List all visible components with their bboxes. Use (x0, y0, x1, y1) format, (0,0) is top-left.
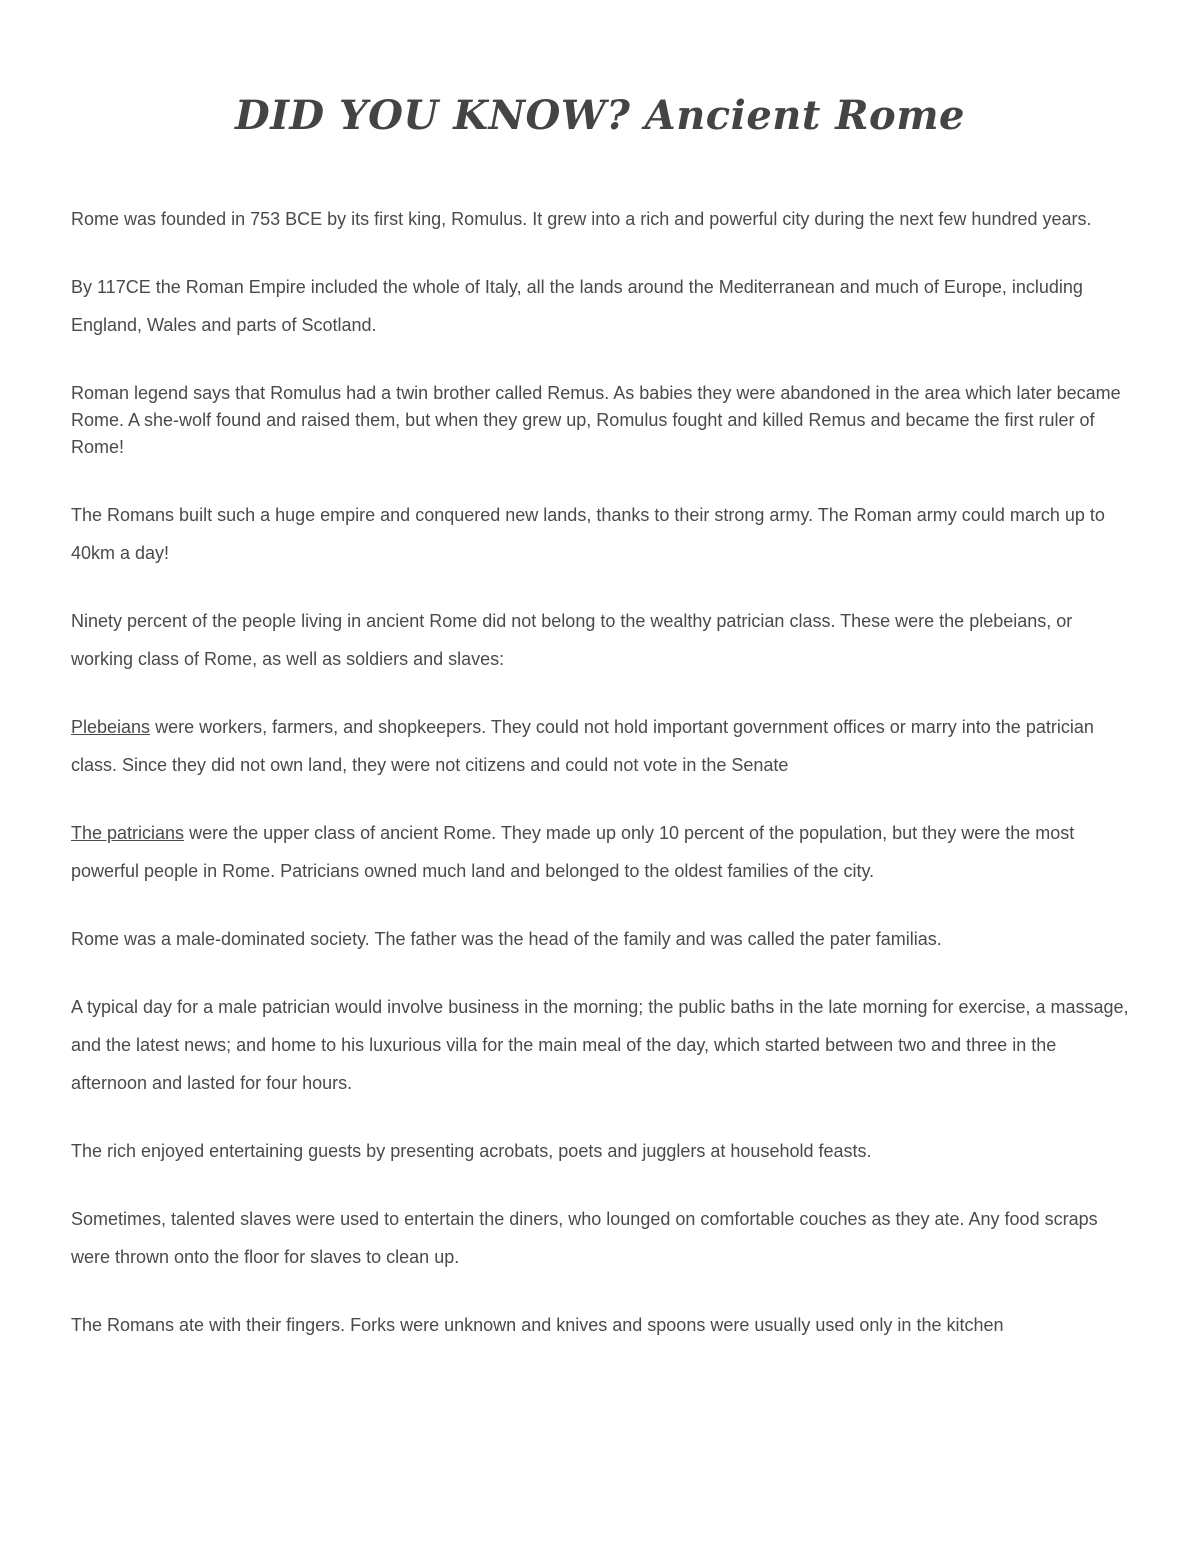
patricians-term: The patricians (71, 823, 185, 843)
page-title: DID YOU KNOW? Ancient Rome (235, 92, 965, 139)
paragraph-founding: Rome was founded in 753 BCE by its first king, Romulus. It grew into a rich and powerful city during the next few hundred years. (71, 209, 1092, 229)
paragraph-slaves-diners: Sometimes, talented slaves were used to entertain the diners, who lounged on comfortable couches as they ate. Any food scraps were thrown onto the floor for slaves to clean up. (71, 1209, 1098, 1267)
paragraph-social-classes: Ninety percent of the people living in ancient Rome did not belong to the wealthy patrician class. These were the plebeians, or working class of Rome, as well as soldiers and slaves: (71, 611, 1073, 669)
paragraph-army: The Romans built such a huge empire and conquered new lands, thanks to their strong army. The Roman army could march up to 40km a day! (71, 505, 1105, 563)
paragraph-eating: The Romans ate with their fingers. Forks were unknown and knives and spoons were usually used only in the kitchen (71, 1315, 1004, 1335)
plebeians-term: Plebeians (71, 717, 151, 737)
patricians-description: were the upper class of ancient Rome. They made up only 10 percent of the population, but they were the most powerful people in Rome. Patricians owned much land and belonged to the oldest families of the city. (71, 823, 1075, 881)
paragraph-empire-extent: By 117CE the Roman Empire included the whole of Italy, all the lands around the Mediterranean and much of Europe, including England, Wales and parts of Scotland. (71, 277, 1083, 335)
document-body (71, 200, 1133, 1344)
paragraph-patricians (71, 814, 1133, 890)
paragraph-typical-day: A typical day for a male patrician would involve business in the morning; the public baths in the late morning for exercise, a massage, and the latest news; and home to his luxurious villa for the main meal of the day, which started between two and three in the afternoon and lasted for four hours. (71, 997, 1129, 1093)
paragraph-plebeians (71, 708, 1133, 784)
paragraph-male-society: Rome was a male-dominated society. The father was the head of the family and was called the pater familias. (71, 929, 942, 949)
paragraph-legend: Roman legend says that Romulus had a twin brother called Remus. As babies they were abandoned in the area which later became Rome. A she-wolf found and raised them, but when they grew up, Romulus fought and killed Remus and became the first ruler of Rome! (71, 383, 1121, 457)
paragraph-entertainment: The rich enjoyed entertaining guests by presenting acrobats, poets and jugglers at household feasts. (71, 1141, 872, 1161)
plebeians-description: were workers, farmers, and shopkeepers. They could not hold important government offices or marry into the patrician class. Since they did not own land, they were not citizens and could not vote in the Senate (71, 717, 1094, 775)
